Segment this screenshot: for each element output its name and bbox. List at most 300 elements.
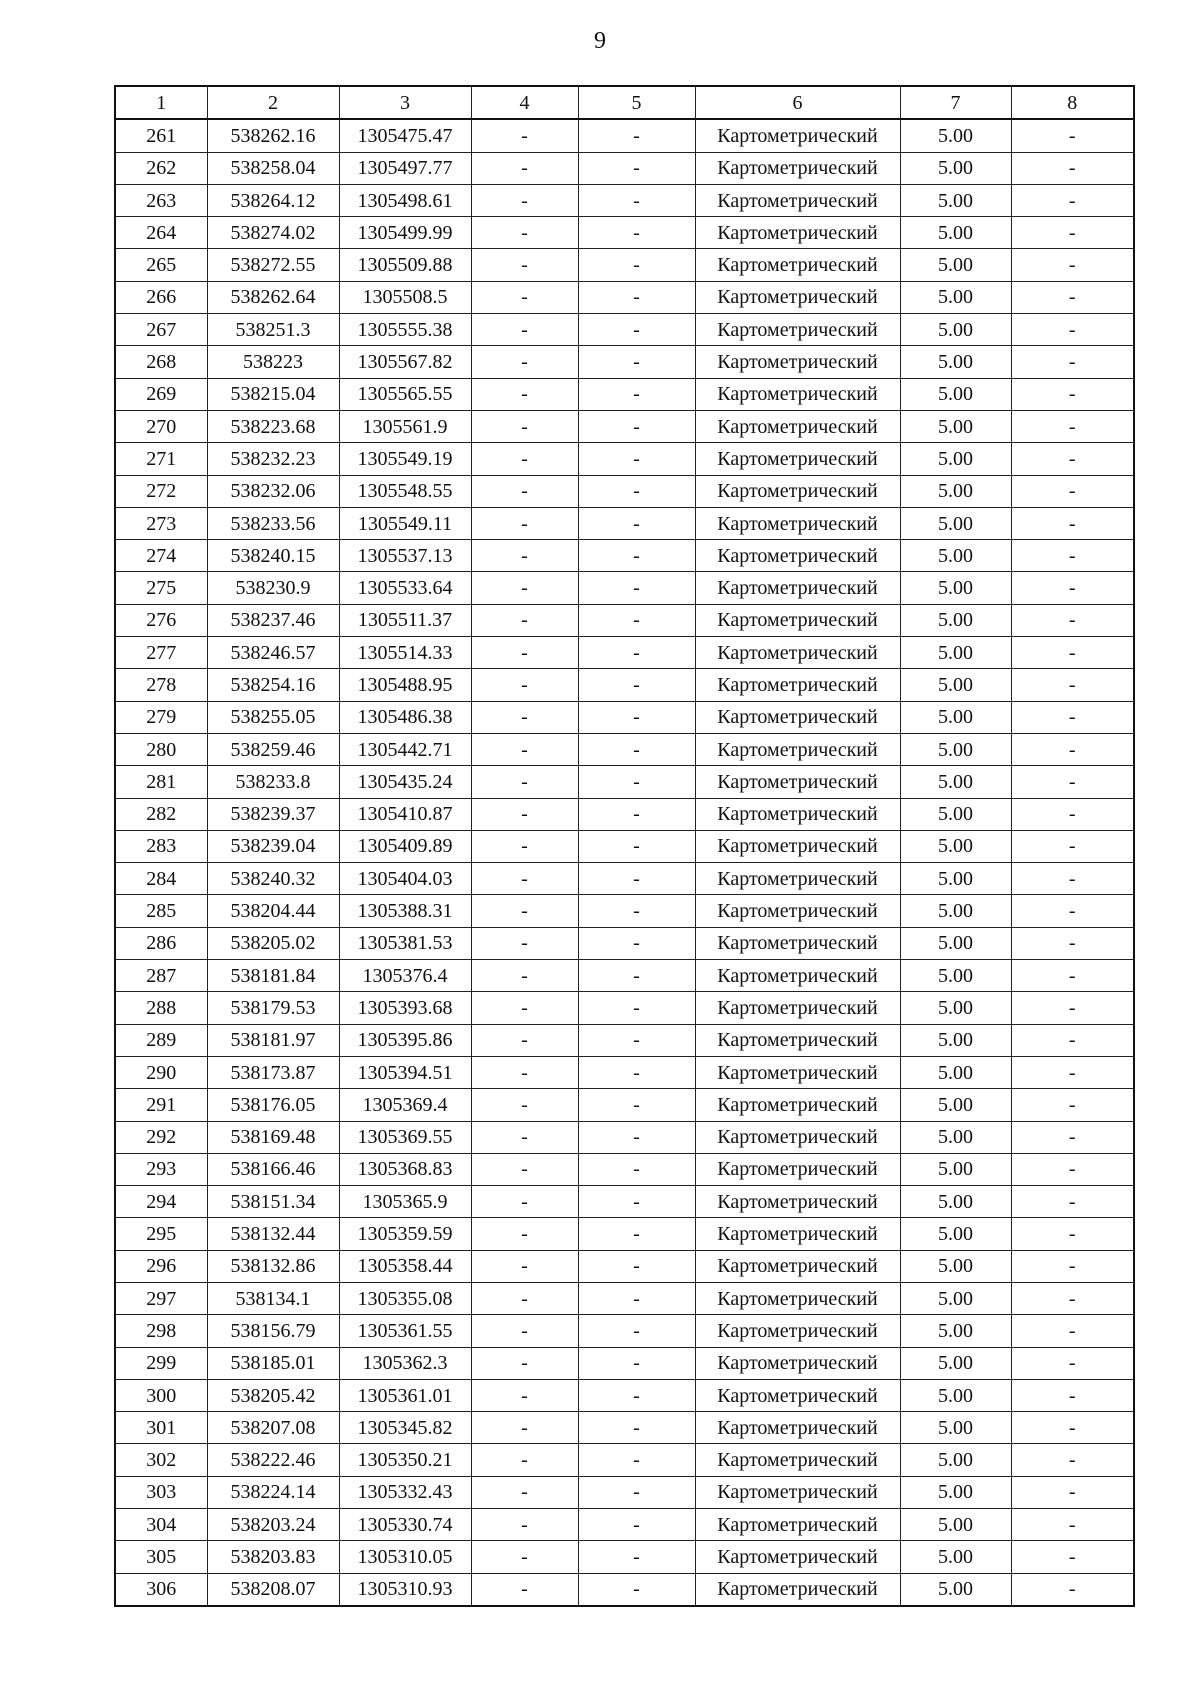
x-coordinate-cell: 538255.05 (207, 701, 339, 733)
y-coordinate-cell: 1305442.71 (339, 733, 471, 765)
col5-cell: - (578, 1250, 695, 1282)
point-number-cell: 262 (115, 152, 207, 184)
accuracy-cell: 5.00 (900, 410, 1011, 442)
col5-cell: - (578, 378, 695, 410)
col4-cell: - (471, 960, 578, 992)
col8-cell: - (1011, 475, 1134, 507)
col5-cell: - (578, 604, 695, 636)
accuracy-cell: 5.00 (900, 1347, 1011, 1379)
method-cell: Картометрический (695, 1444, 900, 1476)
col8-cell: - (1011, 346, 1134, 378)
col8-cell: - (1011, 798, 1134, 830)
y-coordinate-cell: 1305310.05 (339, 1541, 471, 1573)
col8-cell: - (1011, 1315, 1134, 1347)
method-cell: Картометрический (695, 701, 900, 733)
point-number-cell: 306 (115, 1573, 207, 1606)
col4-cell: - (471, 1541, 578, 1573)
accuracy-cell: 5.00 (900, 281, 1011, 313)
col4-cell: - (471, 863, 578, 895)
accuracy-cell: 5.00 (900, 960, 1011, 992)
col4-cell: - (471, 1476, 578, 1508)
point-number-cell: 274 (115, 540, 207, 572)
accuracy-cell: 5.00 (900, 733, 1011, 765)
accuracy-cell: 5.00 (900, 927, 1011, 959)
point-number-cell: 271 (115, 443, 207, 475)
method-cell: Картометрический (695, 1024, 900, 1056)
point-number-cell: 276 (115, 604, 207, 636)
x-coordinate-cell: 538264.12 (207, 184, 339, 216)
col5-cell: - (578, 927, 695, 959)
page-number: 9 (594, 28, 606, 54)
col8-cell: - (1011, 1153, 1134, 1185)
table-row (115, 1347, 1134, 1379)
col5-cell: - (578, 1024, 695, 1056)
col5-cell: - (578, 1121, 695, 1153)
y-coordinate-cell: 1305368.83 (339, 1153, 471, 1185)
method-cell: Картометрический (695, 1379, 900, 1411)
y-coordinate-cell: 1305486.38 (339, 701, 471, 733)
accuracy-cell: 5.00 (900, 1089, 1011, 1121)
col5-cell: - (578, 1186, 695, 1218)
point-number-cell: 295 (115, 1218, 207, 1250)
method-cell: Картометрический (695, 249, 900, 281)
col4-cell: - (471, 443, 578, 475)
accuracy-cell: 5.00 (900, 1541, 1011, 1573)
y-coordinate-cell: 1305533.64 (339, 572, 471, 604)
point-number-cell: 297 (115, 1282, 207, 1314)
col5-cell: - (578, 1476, 695, 1508)
col5-cell: - (578, 1573, 695, 1606)
x-coordinate-cell: 538207.08 (207, 1412, 339, 1444)
x-coordinate-cell: 538205.02 (207, 927, 339, 959)
col4-cell: - (471, 1218, 578, 1250)
accuracy-cell: 5.00 (900, 507, 1011, 539)
table-row (115, 443, 1134, 475)
y-coordinate-cell: 1305376.4 (339, 960, 471, 992)
x-coordinate-cell: 538223 (207, 346, 339, 378)
y-coordinate-cell: 1305332.43 (339, 1476, 471, 1508)
table-row (115, 637, 1134, 669)
col5-cell: - (578, 152, 695, 184)
y-coordinate-cell: 1305330.74 (339, 1509, 471, 1541)
point-number-cell: 287 (115, 960, 207, 992)
col4-cell: - (471, 637, 578, 669)
method-cell: Картометрический (695, 1186, 900, 1218)
y-coordinate-cell: 1305355.08 (339, 1282, 471, 1314)
table-row (115, 927, 1134, 959)
accuracy-cell: 5.00 (900, 152, 1011, 184)
y-coordinate-cell: 1305549.11 (339, 507, 471, 539)
method-cell: Картометрический (695, 1089, 900, 1121)
point-number-cell: 265 (115, 249, 207, 281)
accuracy-cell: 5.00 (900, 830, 1011, 862)
x-coordinate-cell: 538274.02 (207, 217, 339, 249)
y-coordinate-cell: 1305514.33 (339, 637, 471, 669)
col8-cell: - (1011, 960, 1134, 992)
col5-cell: - (578, 1541, 695, 1573)
col8-cell: - (1011, 249, 1134, 281)
col4-cell: - (471, 152, 578, 184)
col8-cell: - (1011, 701, 1134, 733)
table-row (115, 346, 1134, 378)
point-number-cell: 302 (115, 1444, 207, 1476)
point-number-cell: 300 (115, 1379, 207, 1411)
col8-cell: - (1011, 152, 1134, 184)
x-coordinate-cell: 538215.04 (207, 378, 339, 410)
accuracy-cell: 5.00 (900, 1153, 1011, 1185)
y-coordinate-cell: 1305537.13 (339, 540, 471, 572)
y-coordinate-cell: 1305395.86 (339, 1024, 471, 1056)
col8-cell: - (1011, 669, 1134, 701)
accuracy-cell: 5.00 (900, 346, 1011, 378)
col4-cell: - (471, 669, 578, 701)
accuracy-cell: 5.00 (900, 119, 1011, 152)
point-number-cell: 267 (115, 314, 207, 346)
col4-cell: - (471, 184, 578, 216)
method-cell: Картометрический (695, 1509, 900, 1541)
col5-cell: - (578, 1412, 695, 1444)
table-header (115, 86, 1134, 119)
x-coordinate-cell: 538232.23 (207, 443, 339, 475)
col5-cell: - (578, 1089, 695, 1121)
accuracy-cell: 5.00 (900, 1121, 1011, 1153)
col4-cell: - (471, 1153, 578, 1185)
accuracy-cell: 5.00 (900, 475, 1011, 507)
y-coordinate-cell: 1305369.55 (339, 1121, 471, 1153)
point-number-cell: 296 (115, 1250, 207, 1282)
col8-cell: - (1011, 927, 1134, 959)
col4-cell: - (471, 346, 578, 378)
col8-cell: - (1011, 1509, 1134, 1541)
table-row (115, 1250, 1134, 1282)
method-cell: Картометрический (695, 1347, 900, 1379)
col5-cell: - (578, 346, 695, 378)
y-coordinate-cell: 1305361.55 (339, 1315, 471, 1347)
col8-cell: - (1011, 1250, 1134, 1282)
x-coordinate-cell: 538224.14 (207, 1476, 339, 1508)
col5-cell: - (578, 1347, 695, 1379)
col8-cell: - (1011, 895, 1134, 927)
x-coordinate-cell: 538251.3 (207, 314, 339, 346)
col5-cell: - (578, 766, 695, 798)
method-cell: Картометрический (695, 992, 900, 1024)
col5-cell: - (578, 572, 695, 604)
accuracy-cell: 5.00 (900, 217, 1011, 249)
x-coordinate-cell: 538169.48 (207, 1121, 339, 1153)
method-cell: Картометрический (695, 766, 900, 798)
point-number-cell: 294 (115, 1186, 207, 1218)
table-row (115, 314, 1134, 346)
y-coordinate-cell: 1305359.59 (339, 1218, 471, 1250)
col5-cell: - (578, 119, 695, 152)
method-cell: Картометрический (695, 410, 900, 442)
col4-cell: - (471, 249, 578, 281)
method-cell: Картометрический (695, 314, 900, 346)
table-row (115, 1186, 1134, 1218)
accuracy-cell: 5.00 (900, 1218, 1011, 1250)
col8-cell: - (1011, 410, 1134, 442)
x-coordinate-cell: 538179.53 (207, 992, 339, 1024)
x-coordinate-cell: 538203.83 (207, 1541, 339, 1573)
col5-cell: - (578, 733, 695, 765)
col5-cell: - (578, 443, 695, 475)
method-cell: Картометрический (695, 152, 900, 184)
col8-cell: - (1011, 1347, 1134, 1379)
col4-cell: - (471, 475, 578, 507)
col8-cell: - (1011, 637, 1134, 669)
accuracy-cell: 5.00 (900, 1509, 1011, 1541)
y-coordinate-cell: 1305404.03 (339, 863, 471, 895)
col5-cell: - (578, 1282, 695, 1314)
y-coordinate-cell: 1305388.31 (339, 895, 471, 927)
point-number-cell: 298 (115, 1315, 207, 1347)
point-number-cell: 278 (115, 669, 207, 701)
table-row (115, 1573, 1134, 1606)
col8-cell: - (1011, 119, 1134, 152)
x-coordinate-cell: 538262.64 (207, 281, 339, 313)
col8-cell: - (1011, 1476, 1134, 1508)
x-coordinate-cell: 538132.44 (207, 1218, 339, 1250)
accuracy-cell: 5.00 (900, 1412, 1011, 1444)
y-coordinate-cell: 1305565.55 (339, 378, 471, 410)
col5-cell: - (578, 992, 695, 1024)
x-coordinate-cell: 538185.01 (207, 1347, 339, 1379)
col8-cell: - (1011, 1089, 1134, 1121)
accuracy-cell: 5.00 (900, 895, 1011, 927)
y-coordinate-cell: 1305345.82 (339, 1412, 471, 1444)
col5-cell: - (578, 1379, 695, 1411)
table-body (115, 119, 1134, 1606)
x-coordinate-cell: 538181.97 (207, 1024, 339, 1056)
x-coordinate-cell: 538259.46 (207, 733, 339, 765)
table-row (115, 572, 1134, 604)
col5-cell: - (578, 830, 695, 862)
method-cell: Картометрический (695, 184, 900, 216)
column-header-7: 7 (900, 86, 1011, 119)
point-number-cell: 277 (115, 637, 207, 669)
column-header-4: 4 (471, 86, 578, 119)
col5-cell: - (578, 960, 695, 992)
col8-cell: - (1011, 572, 1134, 604)
col4-cell: - (471, 927, 578, 959)
x-coordinate-cell: 538205.42 (207, 1379, 339, 1411)
table-row (115, 830, 1134, 862)
point-number-cell: 301 (115, 1412, 207, 1444)
col4-cell: - (471, 1315, 578, 1347)
point-number-cell: 289 (115, 1024, 207, 1056)
x-coordinate-cell: 538166.46 (207, 1153, 339, 1185)
table-row (115, 119, 1134, 152)
x-coordinate-cell: 538254.16 (207, 669, 339, 701)
point-number-cell: 279 (115, 701, 207, 733)
table-row (115, 507, 1134, 539)
method-cell: Картометрический (695, 830, 900, 862)
y-coordinate-cell: 1305567.82 (339, 346, 471, 378)
point-number-cell: 285 (115, 895, 207, 927)
col8-cell: - (1011, 830, 1134, 862)
col5-cell: - (578, 798, 695, 830)
col8-cell: - (1011, 1024, 1134, 1056)
method-cell: Картометрический (695, 1476, 900, 1508)
col8-cell: - (1011, 1282, 1134, 1314)
col8-cell: - (1011, 1218, 1134, 1250)
col5-cell: - (578, 314, 695, 346)
y-coordinate-cell: 1305358.44 (339, 1250, 471, 1282)
method-cell: Картометрический (695, 604, 900, 636)
table-row (115, 1444, 1134, 1476)
point-number-cell: 283 (115, 830, 207, 862)
method-cell: Картометрический (695, 960, 900, 992)
method-cell: Картометрический (695, 507, 900, 539)
header-row (115, 86, 1134, 119)
x-coordinate-cell: 538204.44 (207, 895, 339, 927)
method-cell: Картометрический (695, 1412, 900, 1444)
x-coordinate-cell: 538237.46 (207, 604, 339, 636)
accuracy-cell: 5.00 (900, 1573, 1011, 1606)
method-cell: Картометрический (695, 346, 900, 378)
col8-cell: - (1011, 507, 1134, 539)
method-cell: Картометрический (695, 378, 900, 410)
y-coordinate-cell: 1305369.4 (339, 1089, 471, 1121)
accuracy-cell: 5.00 (900, 863, 1011, 895)
accuracy-cell: 5.00 (900, 1056, 1011, 1088)
x-coordinate-cell: 538239.37 (207, 798, 339, 830)
col4-cell: - (471, 1089, 578, 1121)
point-number-cell: 280 (115, 733, 207, 765)
table-row (115, 992, 1134, 1024)
col8-cell: - (1011, 604, 1134, 636)
col5-cell: - (578, 1509, 695, 1541)
accuracy-cell: 5.00 (900, 1444, 1011, 1476)
col5-cell: - (578, 249, 695, 281)
method-cell: Картометрический (695, 1121, 900, 1153)
x-coordinate-cell: 538262.16 (207, 119, 339, 152)
col8-cell: - (1011, 863, 1134, 895)
method-cell: Картометрический (695, 1573, 900, 1606)
method-cell: Картометрический (695, 798, 900, 830)
col8-cell: - (1011, 443, 1134, 475)
col4-cell: - (471, 766, 578, 798)
col4-cell: - (471, 1024, 578, 1056)
col4-cell: - (471, 378, 578, 410)
col5-cell: - (578, 1153, 695, 1185)
y-coordinate-cell: 1305509.88 (339, 249, 471, 281)
y-coordinate-cell: 1305365.9 (339, 1186, 471, 1218)
accuracy-cell: 5.00 (900, 572, 1011, 604)
col4-cell: - (471, 572, 578, 604)
x-coordinate-cell: 538246.57 (207, 637, 339, 669)
x-coordinate-cell: 538134.1 (207, 1282, 339, 1314)
col8-cell: - (1011, 733, 1134, 765)
col8-cell: - (1011, 1186, 1134, 1218)
y-coordinate-cell: 1305499.99 (339, 217, 471, 249)
table-row (115, 378, 1134, 410)
table-row (115, 766, 1134, 798)
point-number-cell: 269 (115, 378, 207, 410)
col5-cell: - (578, 410, 695, 442)
method-cell: Картометрический (695, 895, 900, 927)
table-row (115, 281, 1134, 313)
point-number-cell: 272 (115, 475, 207, 507)
point-number-cell: 305 (115, 1541, 207, 1573)
col4-cell: - (471, 1347, 578, 1379)
table-row (115, 863, 1134, 895)
table-row (115, 217, 1134, 249)
x-coordinate-cell: 538223.68 (207, 410, 339, 442)
col5-cell: - (578, 701, 695, 733)
col5-cell: - (578, 217, 695, 249)
x-coordinate-cell: 538132.86 (207, 1250, 339, 1282)
col4-cell: - (471, 1412, 578, 1444)
table-row (115, 1218, 1134, 1250)
x-coordinate-cell: 538156.79 (207, 1315, 339, 1347)
accuracy-cell: 5.00 (900, 798, 1011, 830)
col4-cell: - (471, 1444, 578, 1476)
x-coordinate-cell: 538239.04 (207, 830, 339, 862)
col8-cell: - (1011, 766, 1134, 798)
col4-cell: - (471, 1379, 578, 1411)
col4-cell: - (471, 1573, 578, 1606)
method-cell: Картометрический (695, 733, 900, 765)
col8-cell: - (1011, 1541, 1134, 1573)
col8-cell: - (1011, 314, 1134, 346)
point-number-cell: 273 (115, 507, 207, 539)
point-number-cell: 263 (115, 184, 207, 216)
table-row (115, 895, 1134, 927)
point-number-cell: 281 (115, 766, 207, 798)
point-number-cell: 293 (115, 1153, 207, 1185)
y-coordinate-cell: 1305362.3 (339, 1347, 471, 1379)
x-coordinate-cell: 538240.32 (207, 863, 339, 895)
method-cell: Картометрический (695, 1315, 900, 1347)
method-cell: Картометрический (695, 669, 900, 701)
y-coordinate-cell: 1305548.55 (339, 475, 471, 507)
col5-cell: - (578, 540, 695, 572)
y-coordinate-cell: 1305498.61 (339, 184, 471, 216)
method-cell: Картометрический (695, 443, 900, 475)
accuracy-cell: 5.00 (900, 249, 1011, 281)
point-number-cell: 290 (115, 1056, 207, 1088)
accuracy-cell: 5.00 (900, 1315, 1011, 1347)
table-row (115, 1121, 1134, 1153)
point-number-cell: 284 (115, 863, 207, 895)
col4-cell: - (471, 830, 578, 862)
accuracy-cell: 5.00 (900, 766, 1011, 798)
table-row (115, 1509, 1134, 1541)
table-row (115, 1476, 1134, 1508)
x-coordinate-cell: 538232.06 (207, 475, 339, 507)
accuracy-cell: 5.00 (900, 669, 1011, 701)
col4-cell: - (471, 217, 578, 249)
col5-cell: - (578, 637, 695, 669)
col4-cell: - (471, 507, 578, 539)
method-cell: Картометрический (695, 1282, 900, 1314)
table-row (115, 1024, 1134, 1056)
table-row (115, 1089, 1134, 1121)
accuracy-cell: 5.00 (900, 314, 1011, 346)
method-cell: Картометрический (695, 1250, 900, 1282)
col8-cell: - (1011, 217, 1134, 249)
point-number-cell: 264 (115, 217, 207, 249)
point-number-cell: 270 (115, 410, 207, 442)
method-cell: Картометрический (695, 217, 900, 249)
col8-cell: - (1011, 992, 1134, 1024)
accuracy-cell: 5.00 (900, 378, 1011, 410)
col4-cell: - (471, 410, 578, 442)
method-cell: Картометрический (695, 540, 900, 572)
y-coordinate-cell: 1305409.89 (339, 830, 471, 862)
table-row (115, 184, 1134, 216)
